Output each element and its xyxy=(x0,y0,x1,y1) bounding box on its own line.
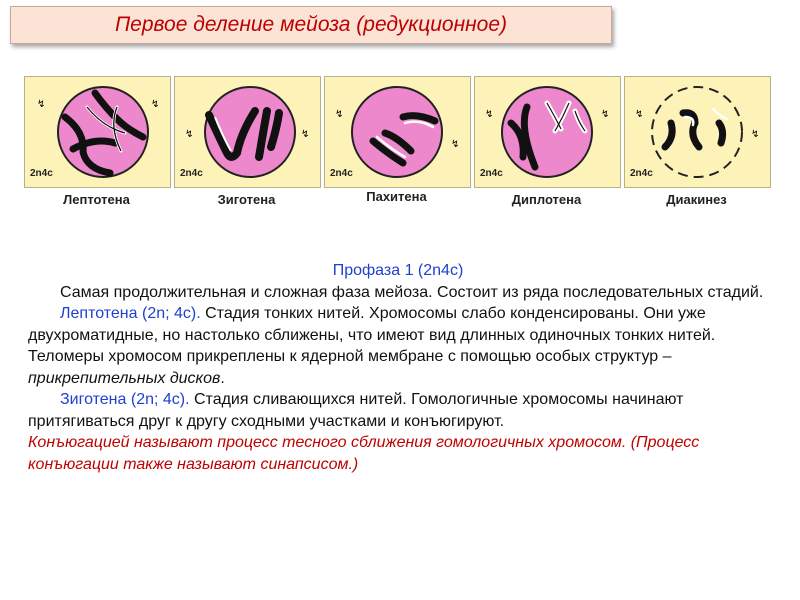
ploidy-label: 2n4c xyxy=(180,168,203,179)
svg-text:↯: ↯ xyxy=(151,99,160,110)
svg-text:↯: ↯ xyxy=(485,109,494,120)
attachment-discs-term: прикрепительных дисков xyxy=(28,369,221,387)
svg-text:↯: ↯ xyxy=(601,109,610,120)
zygotene-description: Стадия сливающихся нитей. Гомологичные хромосомы начинают притягиваться друг к другу сходными участками и конъюгируют. xyxy=(28,391,684,430)
stage-label-pachytene: Пахитена xyxy=(366,189,427,204)
body-text xyxy=(28,260,768,475)
svg-text:↯: ↯ xyxy=(37,99,46,110)
ploidy-label: 2n4c xyxy=(330,168,353,179)
conjugation-definition: Конъюгацией называют процесс тесного сближения гомологичных хромосом. (Процесс конъюгации также называют синапсисом.) xyxy=(28,434,700,473)
prophase-heading: Профаза 1 (2n4c) xyxy=(332,262,464,279)
zygotene-term: Зиготена (2n; 4c). xyxy=(60,391,190,408)
meiosis-stages-diagram xyxy=(0,0,800,230)
svg-text:↯: ↯ xyxy=(335,109,344,120)
stage-label-diakinesis: Диакинез xyxy=(666,192,727,207)
leptotene-end: . xyxy=(220,369,225,387)
stage-label-zygotene: Зиготена xyxy=(217,192,276,207)
stage-label-leptotene: Лептотена xyxy=(63,192,130,207)
svg-text:↯: ↯ xyxy=(635,109,644,120)
svg-text:↯: ↯ xyxy=(751,129,760,140)
slide-title: Первое деление мейоза (редукционное) xyxy=(114,13,508,36)
stage-label-diplotene: Диплотена xyxy=(511,192,582,207)
panel-diakinesis xyxy=(624,76,771,188)
leptotene-description: Стадия тонких нитей. Хромосомы слабо конденсированы. Они уже двухроматидные, но настолько сближены, что имеют вид длинных одиночных тонких нитей. Теломеры хромосом прикреплены к ядерной мембране с помощью особых структур – xyxy=(28,305,716,365)
leptotene-paragraph xyxy=(28,303,768,389)
zygotene-paragraph xyxy=(28,389,768,432)
panel-diplotene xyxy=(474,76,621,188)
panel-pachytene xyxy=(324,76,471,188)
ploidy-label: 2n4c xyxy=(630,168,653,179)
intro-paragraph: Самая продолжительная и сложная фаза мейоза. Состоит из ряда последовательных стадий. xyxy=(60,283,764,301)
panel-zygotene xyxy=(174,76,321,188)
svg-text:↯: ↯ xyxy=(185,129,194,140)
ploidy-label: 2n4c xyxy=(480,168,503,179)
ploidy-label: 2n4c xyxy=(30,168,53,179)
svg-text:↯: ↯ xyxy=(451,139,460,150)
panel-leptotene xyxy=(24,76,171,188)
svg-text:↯: ↯ xyxy=(301,129,310,140)
leptotene-term: Лептотена (2n; 4c). xyxy=(60,305,201,322)
